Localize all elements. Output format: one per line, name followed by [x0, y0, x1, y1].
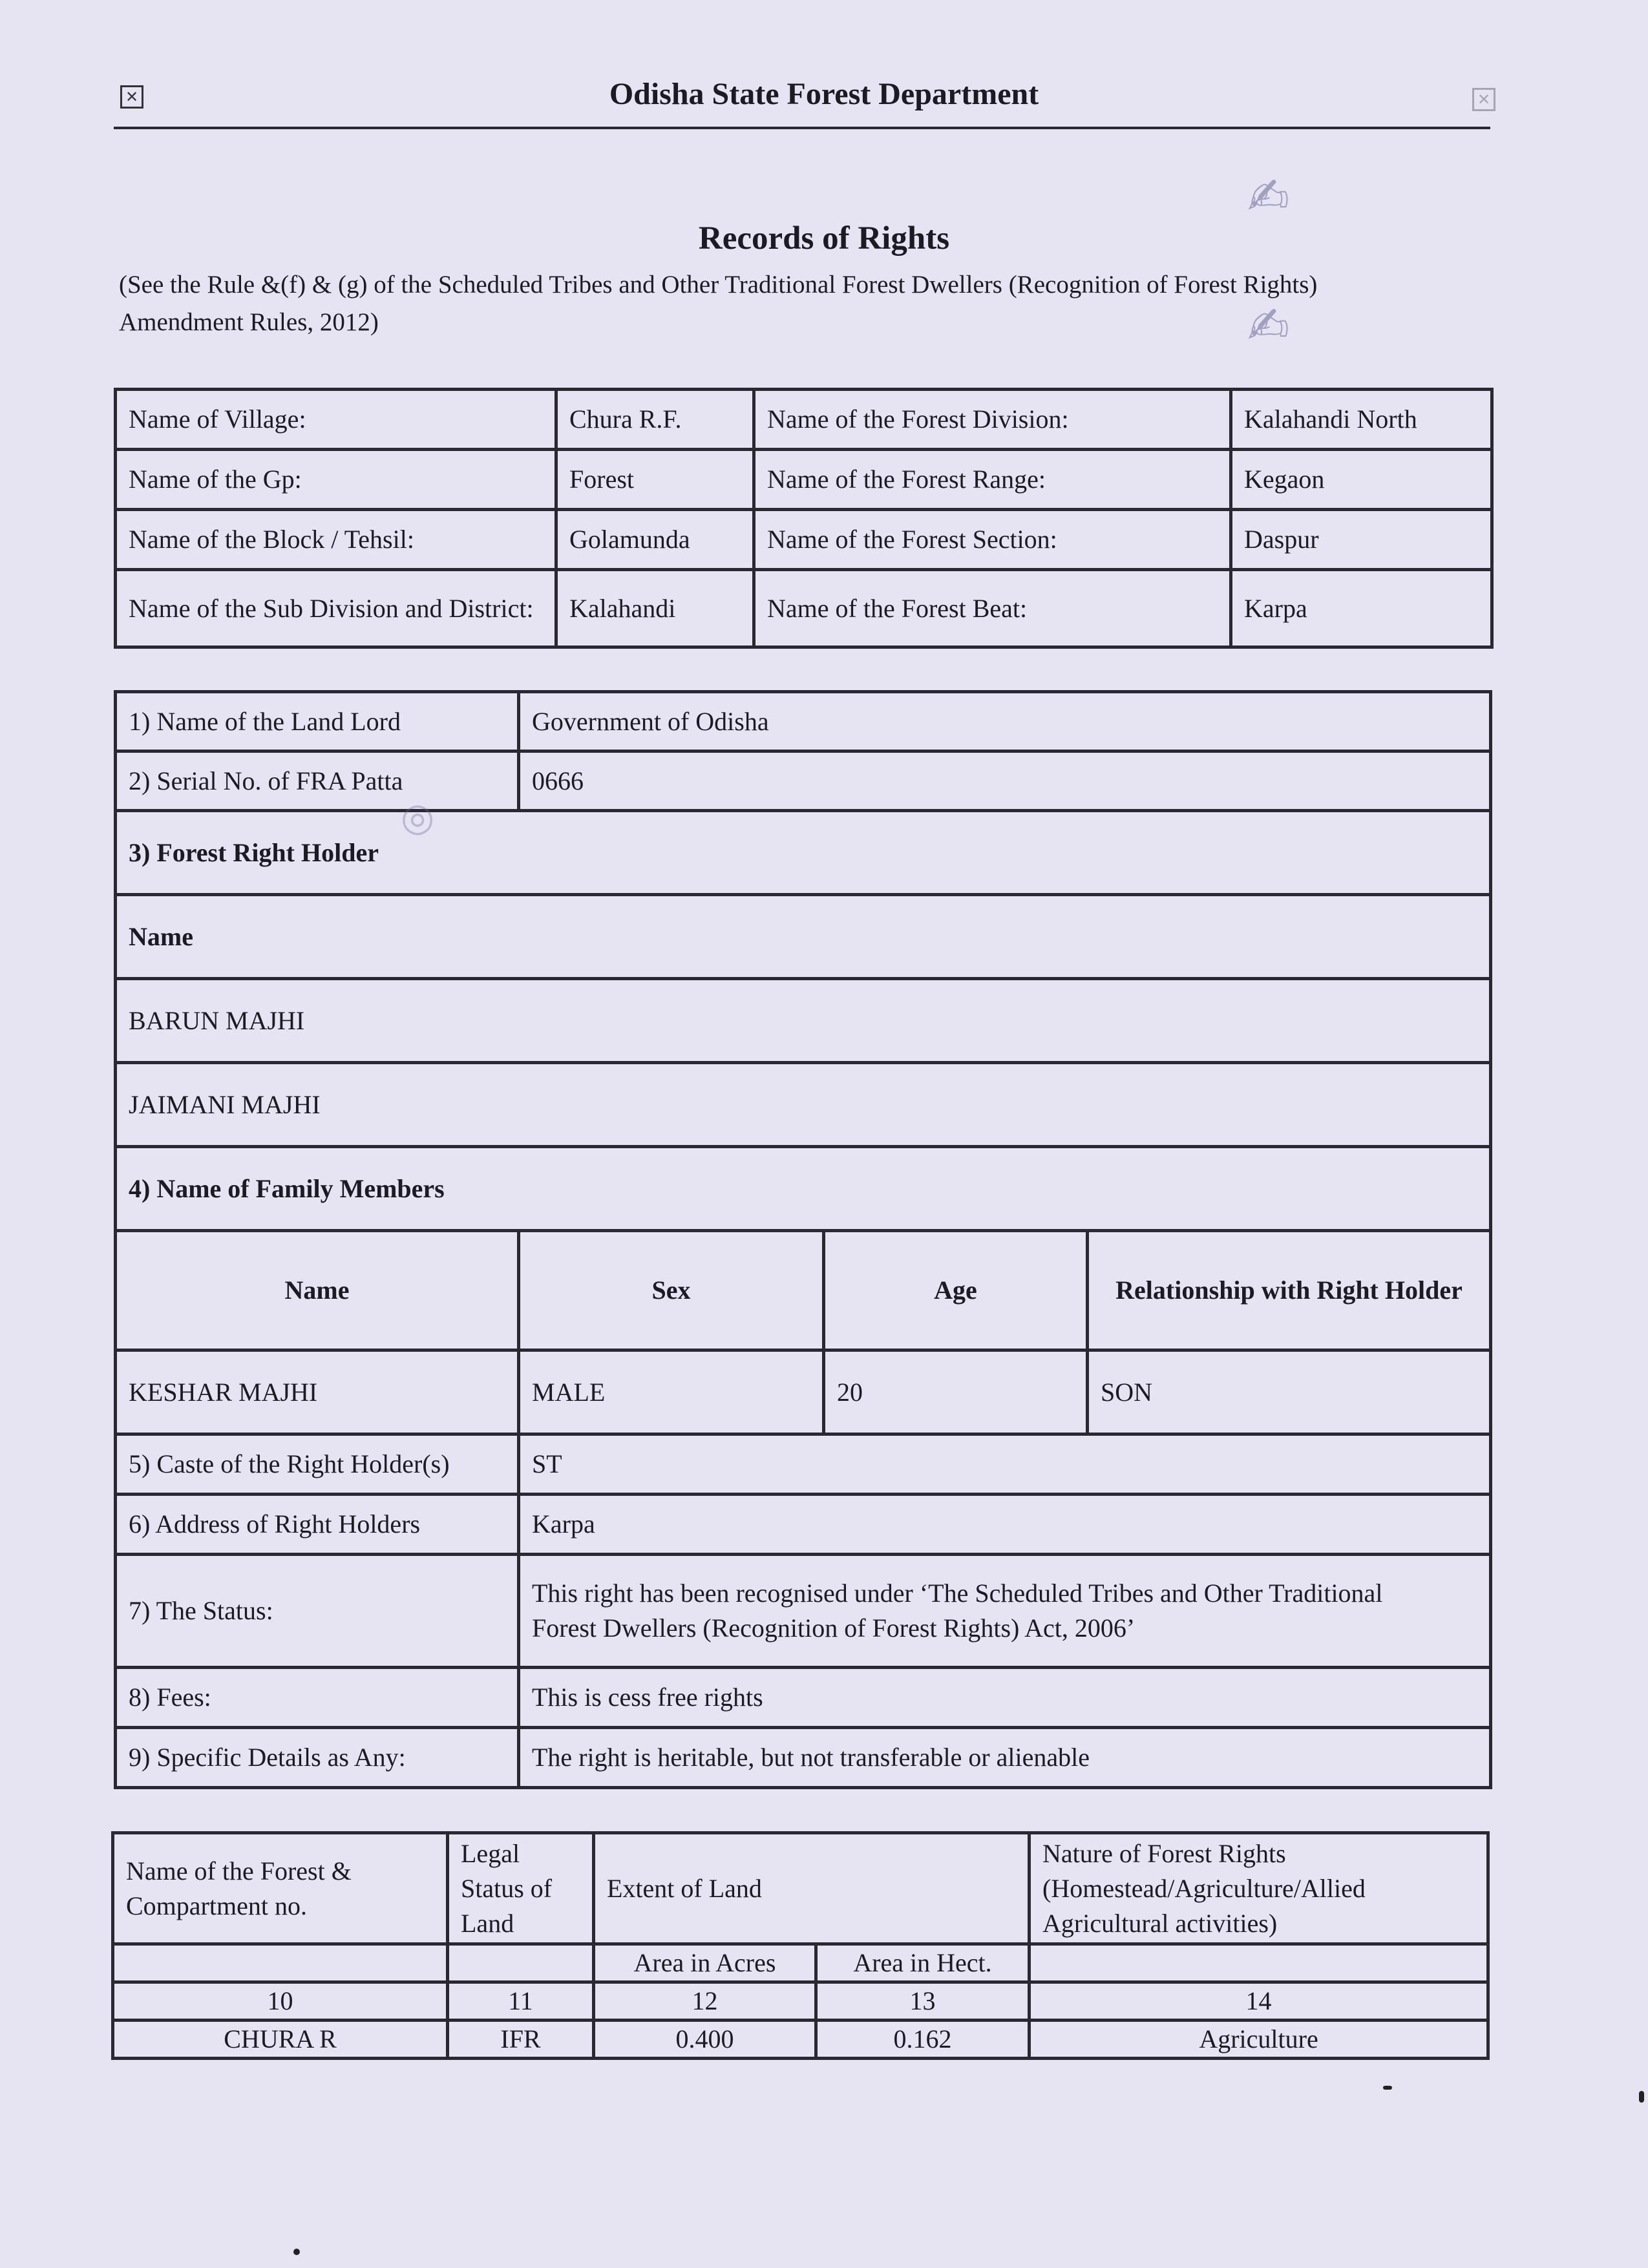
fees-label: 8) Fees: — [116, 1668, 519, 1728]
land-area-acres: 0.400 — [594, 2021, 816, 2059]
col-number: 11 — [448, 1982, 594, 2021]
sub-area-hect: Area in Hect. — [816, 1944, 1030, 1982]
scan-speck — [1383, 2086, 1392, 2090]
col-number: 12 — [594, 1982, 816, 2021]
col-nature-of-rights: Nature of Forest Rights (Homestead/Agriculture/Allied Agricultural activities) — [1030, 1833, 1488, 1944]
holder-name: BARUN MAJHI — [116, 979, 1491, 1063]
land-nature: Agriculture — [1030, 2021, 1488, 2059]
document-subtitle: (See the Rule &(f) & (g) of the Scheduled Tribes and Other Traditional Forest Dwellers (Recognition of Forest Rights) Amendment Rules, 2012) — [119, 271, 1318, 336]
specific-value: The right is heritable, but not transferable or alienable — [519, 1728, 1491, 1788]
blank-cell — [448, 1944, 594, 1982]
specific-label: 9) Specific Details as Any: — [116, 1728, 519, 1788]
landlord-label: 1) Name of the Land Lord — [116, 692, 519, 751]
col-legal-status: Legal Status of Land — [448, 1833, 594, 1944]
serial-value: 0666 — [519, 751, 1491, 811]
sub-area-acres: Area in Acres — [594, 1944, 816, 1982]
block-label: Name of the Block / Tehsil: — [116, 510, 556, 570]
caste-value: ST — [519, 1434, 1491, 1495]
block-value: Golamunda — [556, 510, 754, 570]
col-number: 14 — [1030, 1982, 1488, 2021]
subdiv-label: Name of the Sub Division and District: — [116, 570, 556, 647]
family-col-relationship: Relationship with Right Holder — [1088, 1231, 1491, 1350]
status-value-line-1: This right has been recognised under ‘The Scheduled Tribes and Other Traditional — [532, 1579, 1383, 1608]
status-value-line-2: Forest Dwellers (Recognition of Forest Rights) Act, 2006’ — [532, 1613, 1136, 1643]
family-member-name: KESHAR MAJHI — [116, 1350, 519, 1434]
col-number: 10 — [113, 1982, 448, 2021]
family-col-sex: Sex — [519, 1231, 824, 1350]
seal-stamp-impression: ◎ — [401, 795, 435, 840]
division-value: Kalahandi North — [1231, 390, 1492, 450]
rights-table — [114, 690, 1492, 1789]
gp-value: Forest — [556, 450, 754, 510]
family-col-name: Name — [116, 1231, 519, 1350]
village-label: Name of Village: — [116, 390, 556, 450]
document-icon-right: ✕ — [1472, 88, 1495, 111]
address-value: Karpa — [519, 1495, 1491, 1555]
holder-name-heading: Name — [116, 895, 1491, 979]
header-divider — [114, 127, 1490, 129]
scan-speck — [1639, 2091, 1644, 2103]
handwritten-annotation: ✍ — [1247, 168, 1290, 226]
fees-value: This is cess free rights — [519, 1668, 1491, 1728]
family-member-relation: SON — [1088, 1350, 1491, 1434]
beat-value: Karpa — [1231, 570, 1492, 647]
range-value: Kegaon — [1231, 450, 1492, 510]
status-label: 7) The Status: — [116, 1555, 519, 1668]
document-title: Records of Rights — [698, 220, 950, 257]
land-legal-status: IFR — [448, 2021, 594, 2059]
land-area-hect: 0.162 — [816, 2021, 1030, 2059]
col-number: 13 — [816, 1982, 1030, 2021]
division-label: Name of the Forest Division: — [754, 390, 1231, 450]
family-member-sex: MALE — [519, 1350, 824, 1434]
holder-name: JAIMANI MAJHI — [116, 1063, 1491, 1147]
location-table — [114, 388, 1494, 649]
beat-label: Name of the Forest Beat: — [754, 570, 1231, 647]
gp-label: Name of the Gp: — [116, 450, 556, 510]
village-value: Chura R.F. — [556, 390, 754, 450]
address-label: 6) Address of Right Holders — [116, 1495, 519, 1555]
handwritten-annotation: ✍ — [1247, 297, 1290, 355]
scan-speck — [293, 2249, 300, 2255]
landlord-value: Government of Odisha — [519, 692, 1491, 751]
section-value: Daspur — [1231, 510, 1492, 570]
document-icon: ✕ — [120, 85, 143, 109]
land-table — [111, 1831, 1490, 2060]
subdiv-value: Kalahandi — [556, 570, 754, 647]
col-forest-compartment: Name of the Forest & Compartment no. — [113, 1833, 448, 1944]
blank-cell — [1030, 1944, 1488, 1982]
family-member-age: 20 — [824, 1350, 1088, 1434]
caste-label: 5) Caste of the Right Holder(s) — [116, 1434, 519, 1495]
land-forest-name: CHURA R — [113, 2021, 448, 2059]
family-col-age: Age — [824, 1231, 1088, 1350]
col-extent-of-land: Extent of Land — [594, 1833, 1030, 1944]
status-value — [519, 1555, 1491, 1668]
holder-heading: 3) Forest Right Holder — [116, 811, 1491, 895]
family-heading: 4) Name of Family Members — [116, 1147, 1491, 1231]
serial-label: 2) Serial No. of FRA Patta — [116, 751, 519, 811]
department-header: Odisha State Forest Department — [609, 77, 1039, 111]
blank-cell — [113, 1944, 448, 1982]
range-label: Name of the Forest Range: — [754, 450, 1231, 510]
section-label: Name of the Forest Section: — [754, 510, 1231, 570]
